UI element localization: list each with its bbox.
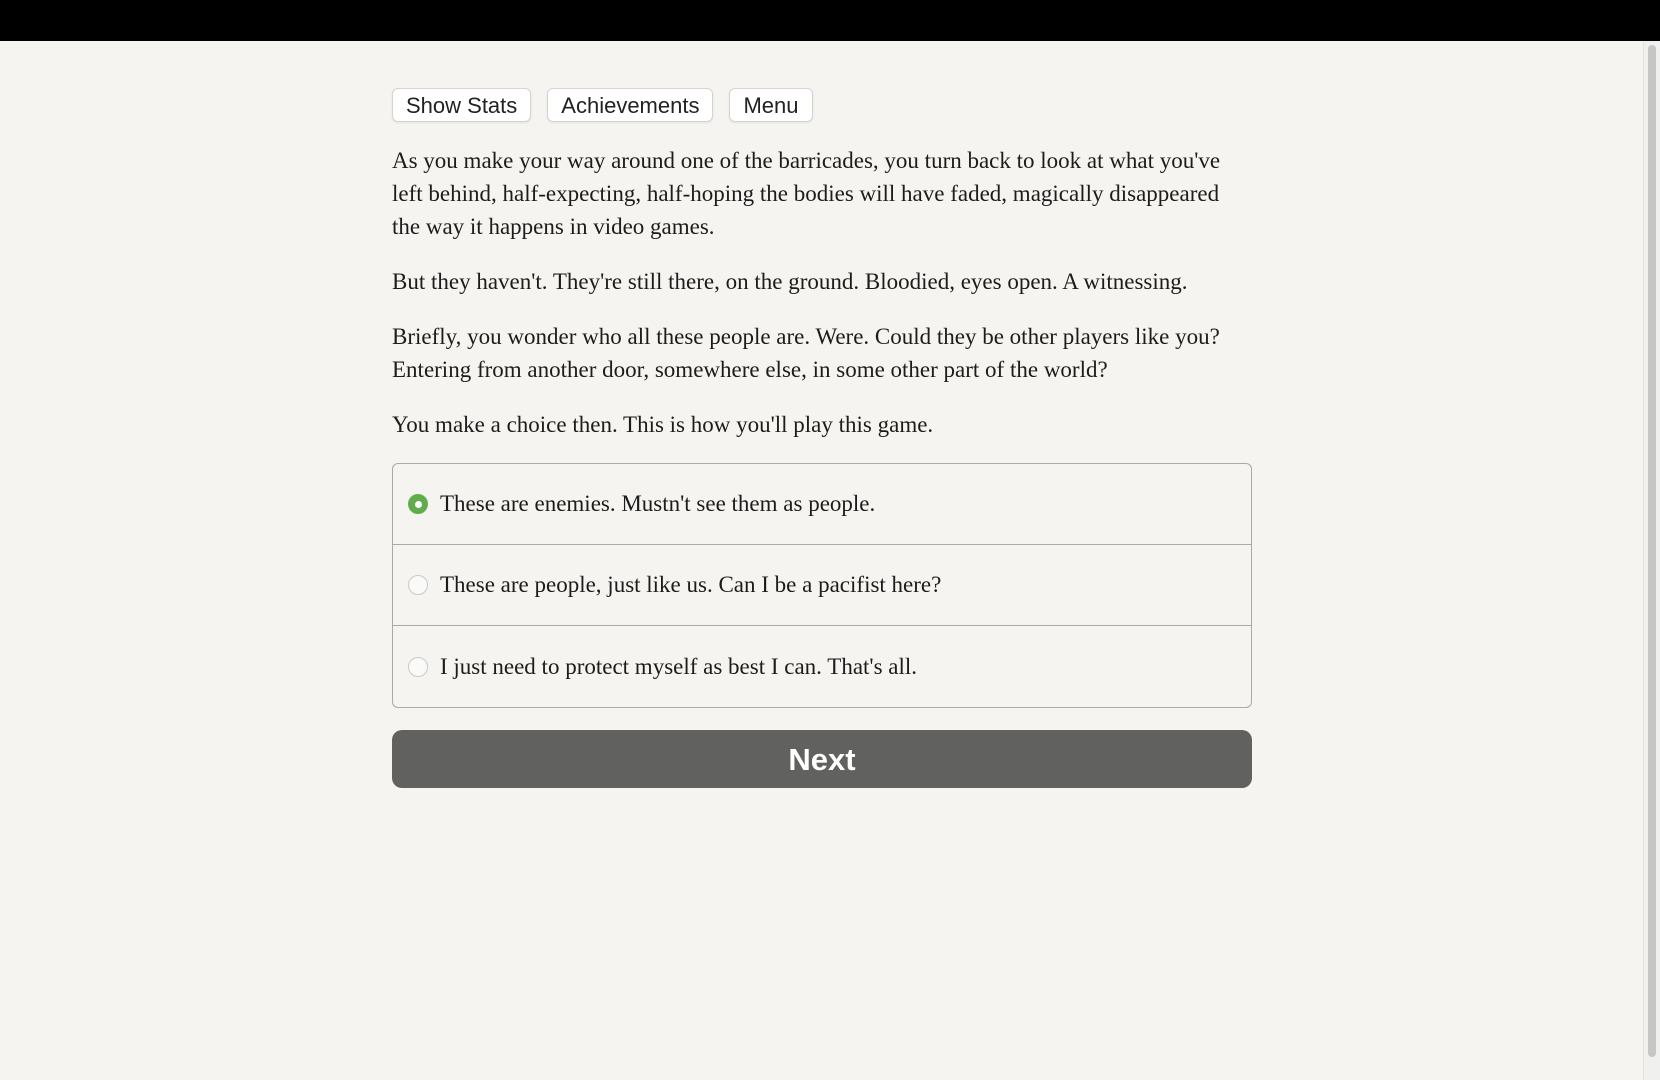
story-paragraph: But they haven't. They're still there, on the ground. Bloodied, eyes open. A witnessing. [392, 269, 1188, 294]
choice-option-2[interactable] [393, 545, 1251, 626]
menu-button[interactable]: Menu [729, 88, 812, 122]
radio-button[interactable] [408, 494, 428, 514]
choice-label: These are enemies. Mustn't see them as people. [440, 491, 876, 516]
choice-label: These are people, just like us. Can I be a pacifist here? [440, 572, 942, 597]
scrollbar[interactable] [1643, 41, 1660, 1080]
radio-button[interactable] [408, 657, 428, 677]
choice-label: I just need to protect myself as best I can. That's all. [440, 653, 918, 679]
game-container [392, 88, 1252, 788]
story-paragraph: As you make your way around one of the barricades, you turn back to look at what you've left behind, half-expecting, half-hoping the bodies will have faded, magically disappeared the way it happens in video games. [392, 148, 1221, 239]
choice-option-3[interactable] [393, 626, 1251, 707]
choice-list [392, 463, 1252, 708]
toolbar [392, 88, 1252, 122]
next-button[interactable]: Next [392, 730, 1252, 788]
story-paragraph: You make a choice then. This is how you'll play this game. [392, 412, 934, 437]
choice-option-1[interactable] [393, 464, 1251, 545]
achievements-button[interactable]: Achievements [547, 88, 713, 122]
story-paragraph: Briefly, you wonder who all these people are. Were. Could they be other players like you? Entering from another door, somewhere else, in some other part of the world? [392, 324, 1220, 382]
radio-button[interactable] [408, 575, 428, 595]
story-text [392, 144, 1252, 441]
show-stats-button[interactable]: Show Stats [392, 88, 531, 122]
top-bar [0, 0, 1660, 41]
scrollbar-thumb[interactable] [1648, 45, 1656, 1057]
